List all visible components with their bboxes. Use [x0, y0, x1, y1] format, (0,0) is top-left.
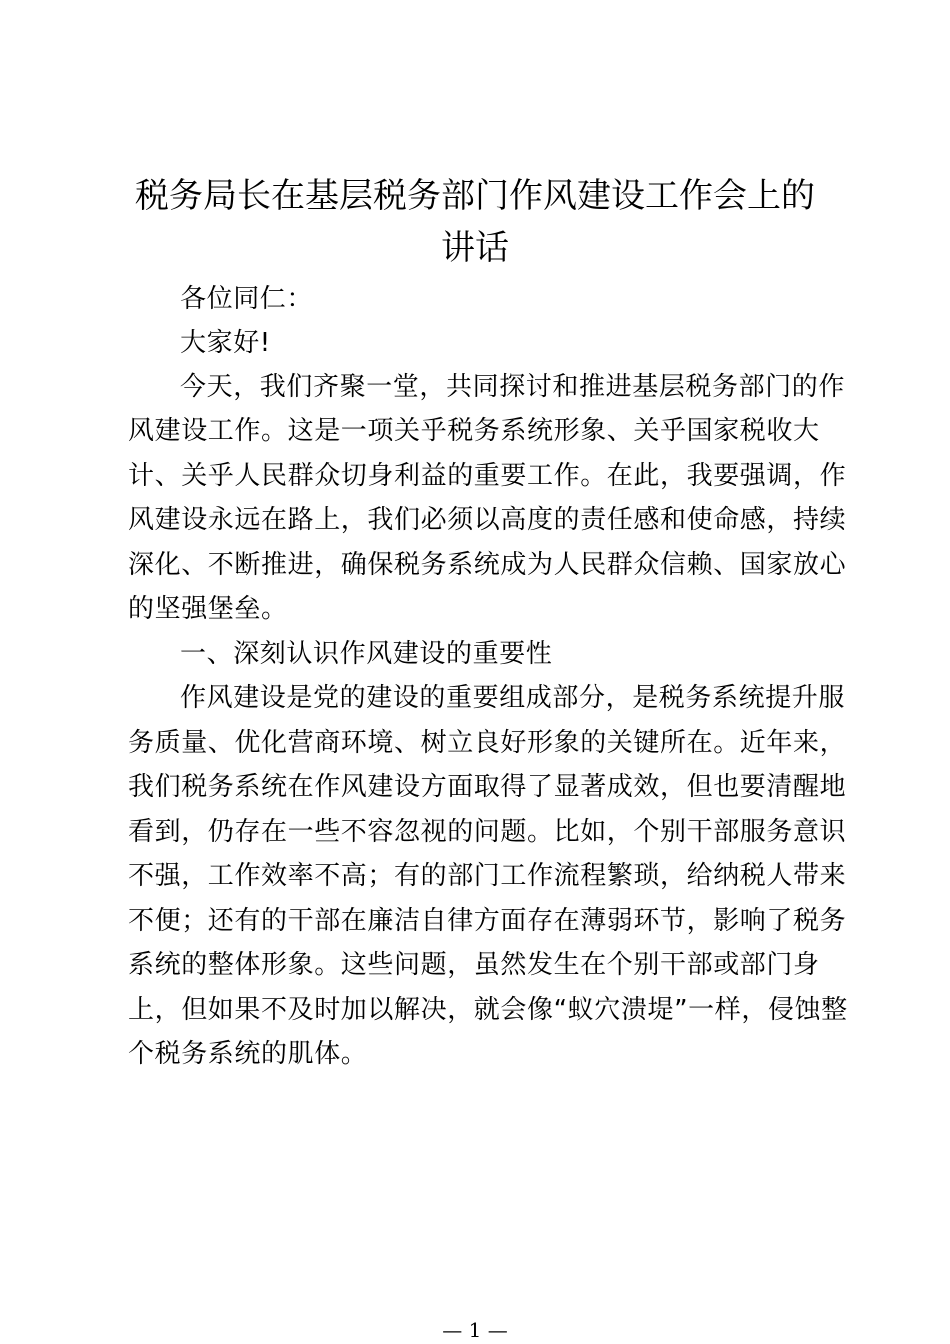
- paragraph-1-line-1: 今天，我们齐聚一堂，共同探讨和推进基层税务部门的作: [180, 372, 846, 402]
- paragraph-2-line-8: 上，但如果不及时加以解决，就会像“蚁穴溃堤”一样，侵蚀整: [128, 995, 848, 1025]
- paragraph-2-line-6: 不便；还有的干部在廉洁自律方面存在薄弱环节，影响了税务: [128, 906, 847, 936]
- page-number: — 1 —: [442, 1318, 508, 1342]
- paragraph-1-line-5: 深化、不断推进，确保税务系统成为人民群众信赖、国家放心: [128, 550, 847, 580]
- paragraph-2-line-9: 个税务系统的肌体。: [128, 1039, 368, 1069]
- paragraph-1-line-3: 计、关乎人民群众切身利益的重要工作。在此，我要强调，作: [128, 461, 847, 491]
- paragraph-2-line-7: 系统的整体形象。这些问题，虽然发生在个别干部或部门身: [128, 950, 820, 980]
- paragraph-2-line-5: 不强，工作效率不高；有的部门工作流程繁琐，给纳税人带来: [128, 861, 847, 891]
- greeting: 大家好!: [180, 328, 271, 358]
- section-1-heading: 一、深刻认识作风建设的重要性: [180, 639, 553, 669]
- paragraph-2-line-4: 看到，仍存在一些不容忽视的问题。比如，个别干部服务意识: [128, 817, 847, 847]
- document-title-line-1: 税务局长在基层税务部门作风建设工作会上的: [135, 176, 815, 216]
- paragraph-1-line-4: 风建设永远在路上，我们必须以高度的责任感和使命感，持续: [128, 505, 847, 535]
- paragraph-1-line-2: 风建设工作。这是一项关乎税务系统形象、关乎国家税收大: [128, 416, 820, 446]
- paragraph-1-line-6: 的坚强堡垒。: [128, 594, 288, 624]
- document-title-line-2: 讲话: [441, 228, 509, 268]
- paragraph-2-line-2: 务质量、优化营商环境、树立良好形象的关键所在。近年来，: [128, 728, 847, 758]
- paragraph-2-line-1: 作风建设是党的建设的重要组成部分，是税务系统提升服: [180, 683, 846, 713]
- paragraph-2-line-3: 我们税务系统在作风建设方面取得了显著成效，但也要清醒地: [128, 772, 847, 802]
- salutation: 各位同仁：: [180, 284, 314, 314]
